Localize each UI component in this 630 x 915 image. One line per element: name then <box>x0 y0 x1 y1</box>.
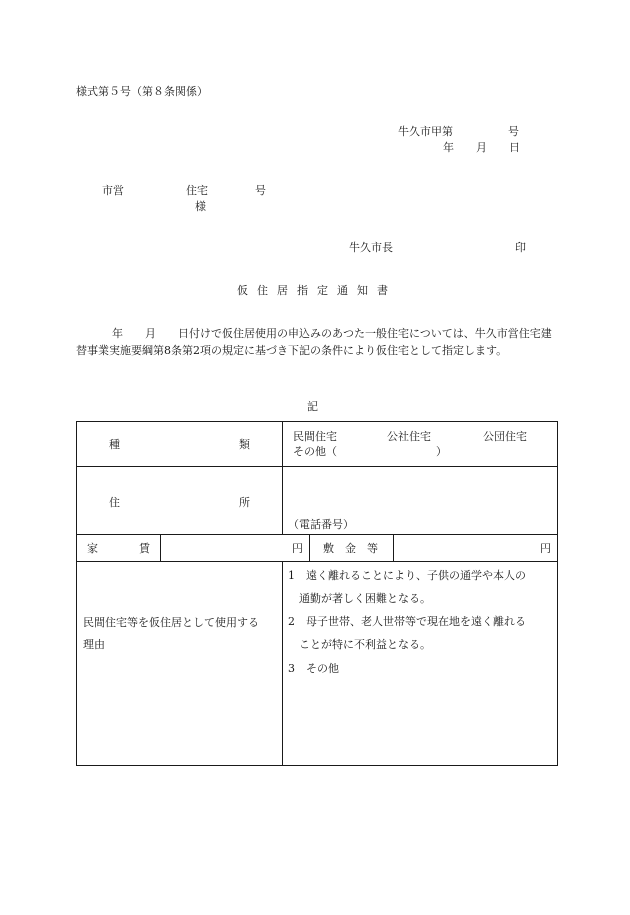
address-label-right: 所 <box>239 496 250 509</box>
reason-label-line2: 理由 <box>83 638 105 651</box>
reason-item: 1 遠く離れることにより、子供の通学や本人の <box>288 569 526 582</box>
col-divider <box>282 422 283 534</box>
address-label-left: 住 <box>109 496 120 509</box>
type-option-public-corp: 公社住宅 <box>387 430 431 443</box>
ki-marker: 記 <box>307 400 318 413</box>
rent-label-right: 賃 <box>139 542 150 555</box>
issue-date: 年 月 日 <box>443 141 520 154</box>
row-divider <box>77 534 557 535</box>
col-divider <box>309 534 310 561</box>
rent-unit: 円 <box>292 542 303 555</box>
document-title: 仮住居指定通知書 <box>237 284 397 297</box>
seal-mark: 印 <box>515 241 526 254</box>
form-number: 様式第５号（第８条関係） <box>76 85 208 98</box>
deposit-unit: 円 <box>540 542 551 555</box>
recipient-housing: 住宅 <box>186 184 208 197</box>
recipient-unit: 号 <box>255 184 266 197</box>
sender-name: 牛久市長 <box>349 241 393 254</box>
body-paragraph: 年 月 日付けで仮住居使用の申込みのあつた一般住宅については、牛久市営住宅建替事業実施要綱第8条第2項の規定に基づき下記の条件により仮住宅として指定します。 <box>76 327 552 357</box>
deposit-label: 敷 金 等 <box>323 542 378 555</box>
recipient-honorific: 様 <box>195 200 206 213</box>
recipient-city: 市営 <box>102 184 124 197</box>
reason-item: 2 母子世帯、老人世帯等で現在地を遠く離れる <box>288 615 526 628</box>
row-divider <box>77 561 557 562</box>
reason-label-line1: 民間住宅等を仮住居として使用する <box>83 616 259 629</box>
type-label-right: 類 <box>239 438 250 451</box>
issuer-number: 牛久市甲第 号 <box>398 125 519 138</box>
rent-label-left: 家 <box>87 542 98 555</box>
reason-item: 3 その他 <box>288 662 339 675</box>
col-divider <box>282 561 283 766</box>
row-divider <box>77 466 557 467</box>
col-divider <box>160 534 161 561</box>
col-divider <box>393 534 394 561</box>
reason-item: ことが特に不利益となる。 <box>288 638 431 651</box>
phone-label: （電話番号） <box>288 518 354 531</box>
type-label-left: 種 <box>109 438 120 451</box>
type-option-other: その他（ ） <box>293 445 447 458</box>
reason-item: 通勤が著しく困難となる。 <box>288 592 431 605</box>
type-option-private: 民間住宅 <box>293 430 337 443</box>
type-option-public-agency: 公団住宅 <box>483 430 527 443</box>
